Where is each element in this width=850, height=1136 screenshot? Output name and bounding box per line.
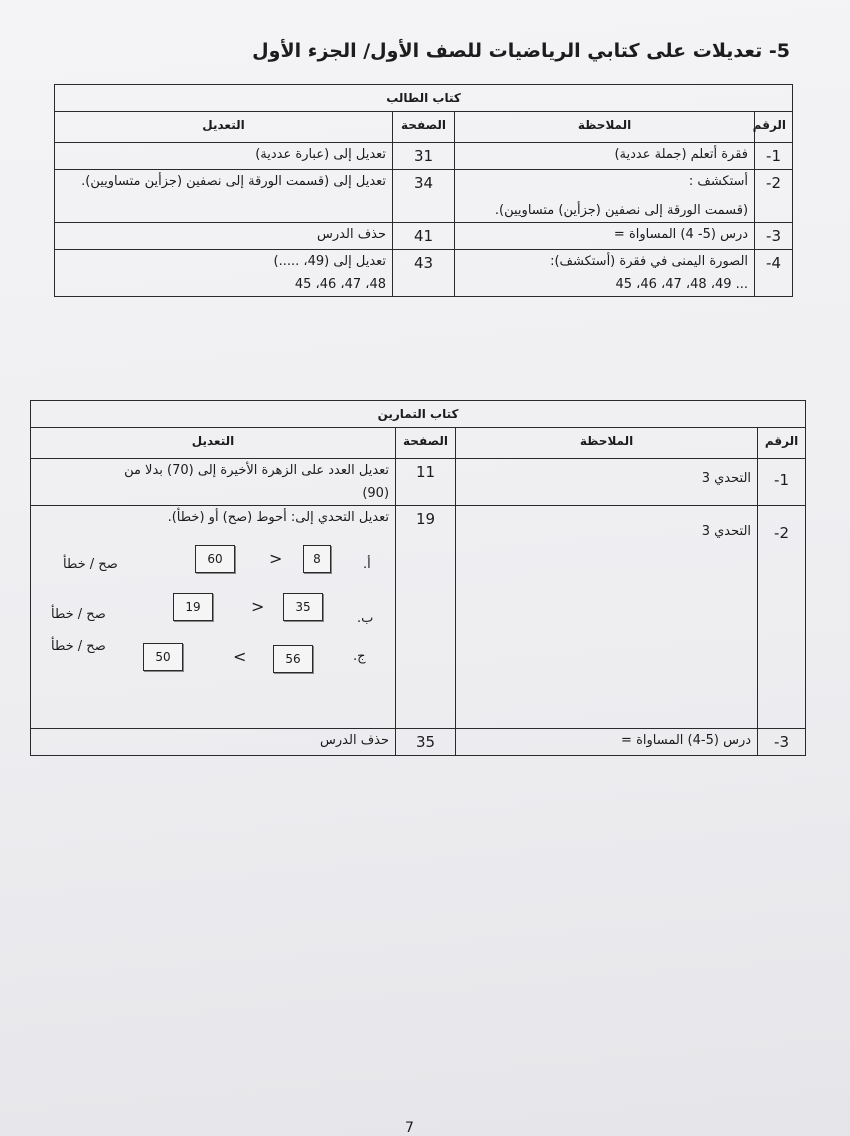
number-box: 56 [273, 645, 313, 673]
number-box: 60 [195, 545, 235, 573]
row-page: 19 [396, 506, 456, 729]
row-note: درس (5-4) المساواة = [456, 729, 758, 756]
comparison-c [37, 639, 389, 687]
row-edit-line1: تعديل إلى (49، .....) [273, 254, 387, 269]
row-page: 43 [393, 250, 455, 297]
row-edit: تعديل إلى (قسمت الورقة إلى نصفين (جزأين متساويين). [55, 170, 393, 223]
header-edit: التعديل [31, 428, 396, 459]
row-note: فقرة أتعلم (جملة عددية) [455, 143, 755, 170]
header-num: الرقم [755, 112, 793, 143]
header-note: الملاحظة [456, 428, 758, 459]
number-box: 35 [283, 593, 323, 621]
row-page: 31 [393, 143, 455, 170]
row-page: 11 [396, 459, 456, 506]
row-edit [31, 506, 396, 729]
table-caption: كتاب الطالب [55, 85, 793, 112]
table-row [31, 459, 806, 506]
row-edit [55, 250, 393, 297]
table-row [55, 250, 793, 297]
number-box: 50 [143, 643, 183, 671]
header-page: الصفحة [393, 112, 455, 143]
row-num: 1- [758, 459, 806, 506]
row-note: التحدي 3 [456, 506, 758, 729]
comparison-operator: < [233, 647, 247, 666]
row-num: 4- [755, 250, 793, 297]
answer-choice: صح / خطأ [63, 557, 118, 572]
row-edit: حذف الدرس [55, 223, 393, 250]
table-row [31, 729, 806, 756]
row-note [455, 170, 755, 223]
row-edit-line2: (90) [362, 486, 390, 501]
row-page: 34 [393, 170, 455, 223]
item-label: ج. [353, 649, 366, 664]
header-note: الملاحظة [455, 112, 755, 143]
table-row [55, 143, 793, 170]
row-num: 1- [755, 143, 793, 170]
row-num: 2- [755, 170, 793, 223]
table-row [31, 506, 806, 729]
item-label: ب. [357, 611, 374, 626]
row-edit [31, 459, 396, 506]
row-note: درس (5- 4) المساواة = [455, 223, 755, 250]
row-page: 41 [393, 223, 455, 250]
row-note-line2: ... 49، 48، 47، 46، 45 [615, 277, 749, 292]
answer-choice: صح / خطأ [51, 607, 106, 622]
row-edit: تعديل إلى (عبارة عددية) [55, 143, 393, 170]
item-label: أ. [363, 557, 371, 572]
header-page: الصفحة [396, 428, 456, 459]
student-book-table [54, 84, 793, 297]
table-row [55, 223, 793, 250]
comparison-a [37, 543, 389, 591]
row-note-line1: الصورة اليمنى في فقرة (أستكشف): [550, 254, 749, 269]
row-num: 3- [758, 729, 806, 756]
header-num: الرقم [758, 428, 806, 459]
header-edit: التعديل [55, 112, 393, 143]
row-edit-line2: 48، 47، 46، 45 [294, 277, 387, 292]
table-caption: كتاب التمارين [31, 401, 806, 428]
row-note [455, 250, 755, 297]
row-num: 2- [758, 506, 806, 729]
row-edit-line1: تعديل العدد على الزهرة الأخيرة إلى (70) بدلا من [124, 463, 390, 478]
comparison-operator: > [251, 597, 265, 616]
number-box: 19 [173, 593, 213, 621]
row-edit-line1: تعديل التحدي إلى: أحوط (صح) أو (خطأ). [167, 510, 390, 525]
table-row [55, 170, 793, 223]
row-note-line1: أستكشف : [688, 174, 749, 189]
page-number: 7 [405, 1120, 414, 1136]
comparison-operator: > [269, 549, 283, 568]
row-num: 3- [755, 223, 793, 250]
page-title: 5- تعديلات على كتابي الرياضيات للصف الأول/ الجزء الأول [252, 40, 790, 62]
exercise-book-table [30, 400, 806, 756]
row-page: 35 [396, 729, 456, 756]
comparison-b [37, 591, 389, 639]
row-edit: حذف الدرس [31, 729, 396, 756]
row-note-line2: (قسمت الورقة إلى نصفين (جزأين) متساويين). [494, 203, 749, 218]
number-box: 8 [303, 545, 331, 573]
answer-choice: صح / خطأ [51, 639, 106, 654]
row-note: التحدي 3 [456, 459, 758, 506]
